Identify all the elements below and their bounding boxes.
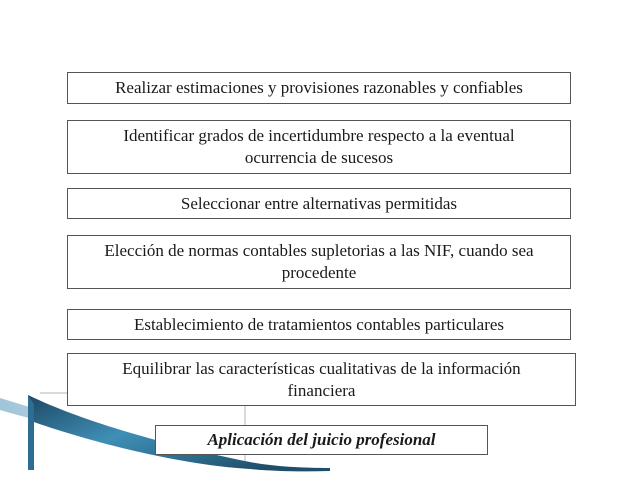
step-box-alternativas: [67, 188, 571, 219]
step-label: Identificar grados de incertidumbre respecto a la eventual ocurrencia de sucesos: [123, 126, 515, 167]
step-label: Realizar estimaciones y provisiones razonables y confiables: [115, 78, 523, 97]
step-label: Elección de normas contables supletorias a las NIF, cuando sea procedente: [104, 241, 534, 282]
step-box-incertidumbre: [67, 120, 571, 174]
step-label: Equilibrar las características cualitativas de la información financiera: [122, 358, 521, 400]
step-box-caracteristicas: [67, 353, 576, 406]
step-box-tratamientos: [67, 309, 571, 340]
conclusion-label: Aplicación del juicio profesional: [207, 430, 436, 449]
conclusion-box: [155, 425, 488, 455]
step-box-estimaciones: [67, 72, 571, 104]
step-label: Seleccionar entre alternativas permitidas: [180, 193, 458, 213]
step-box-normas-supletorias: [67, 235, 571, 289]
step-label: Establecimiento de tratamientos contables particulares: [133, 314, 505, 334]
